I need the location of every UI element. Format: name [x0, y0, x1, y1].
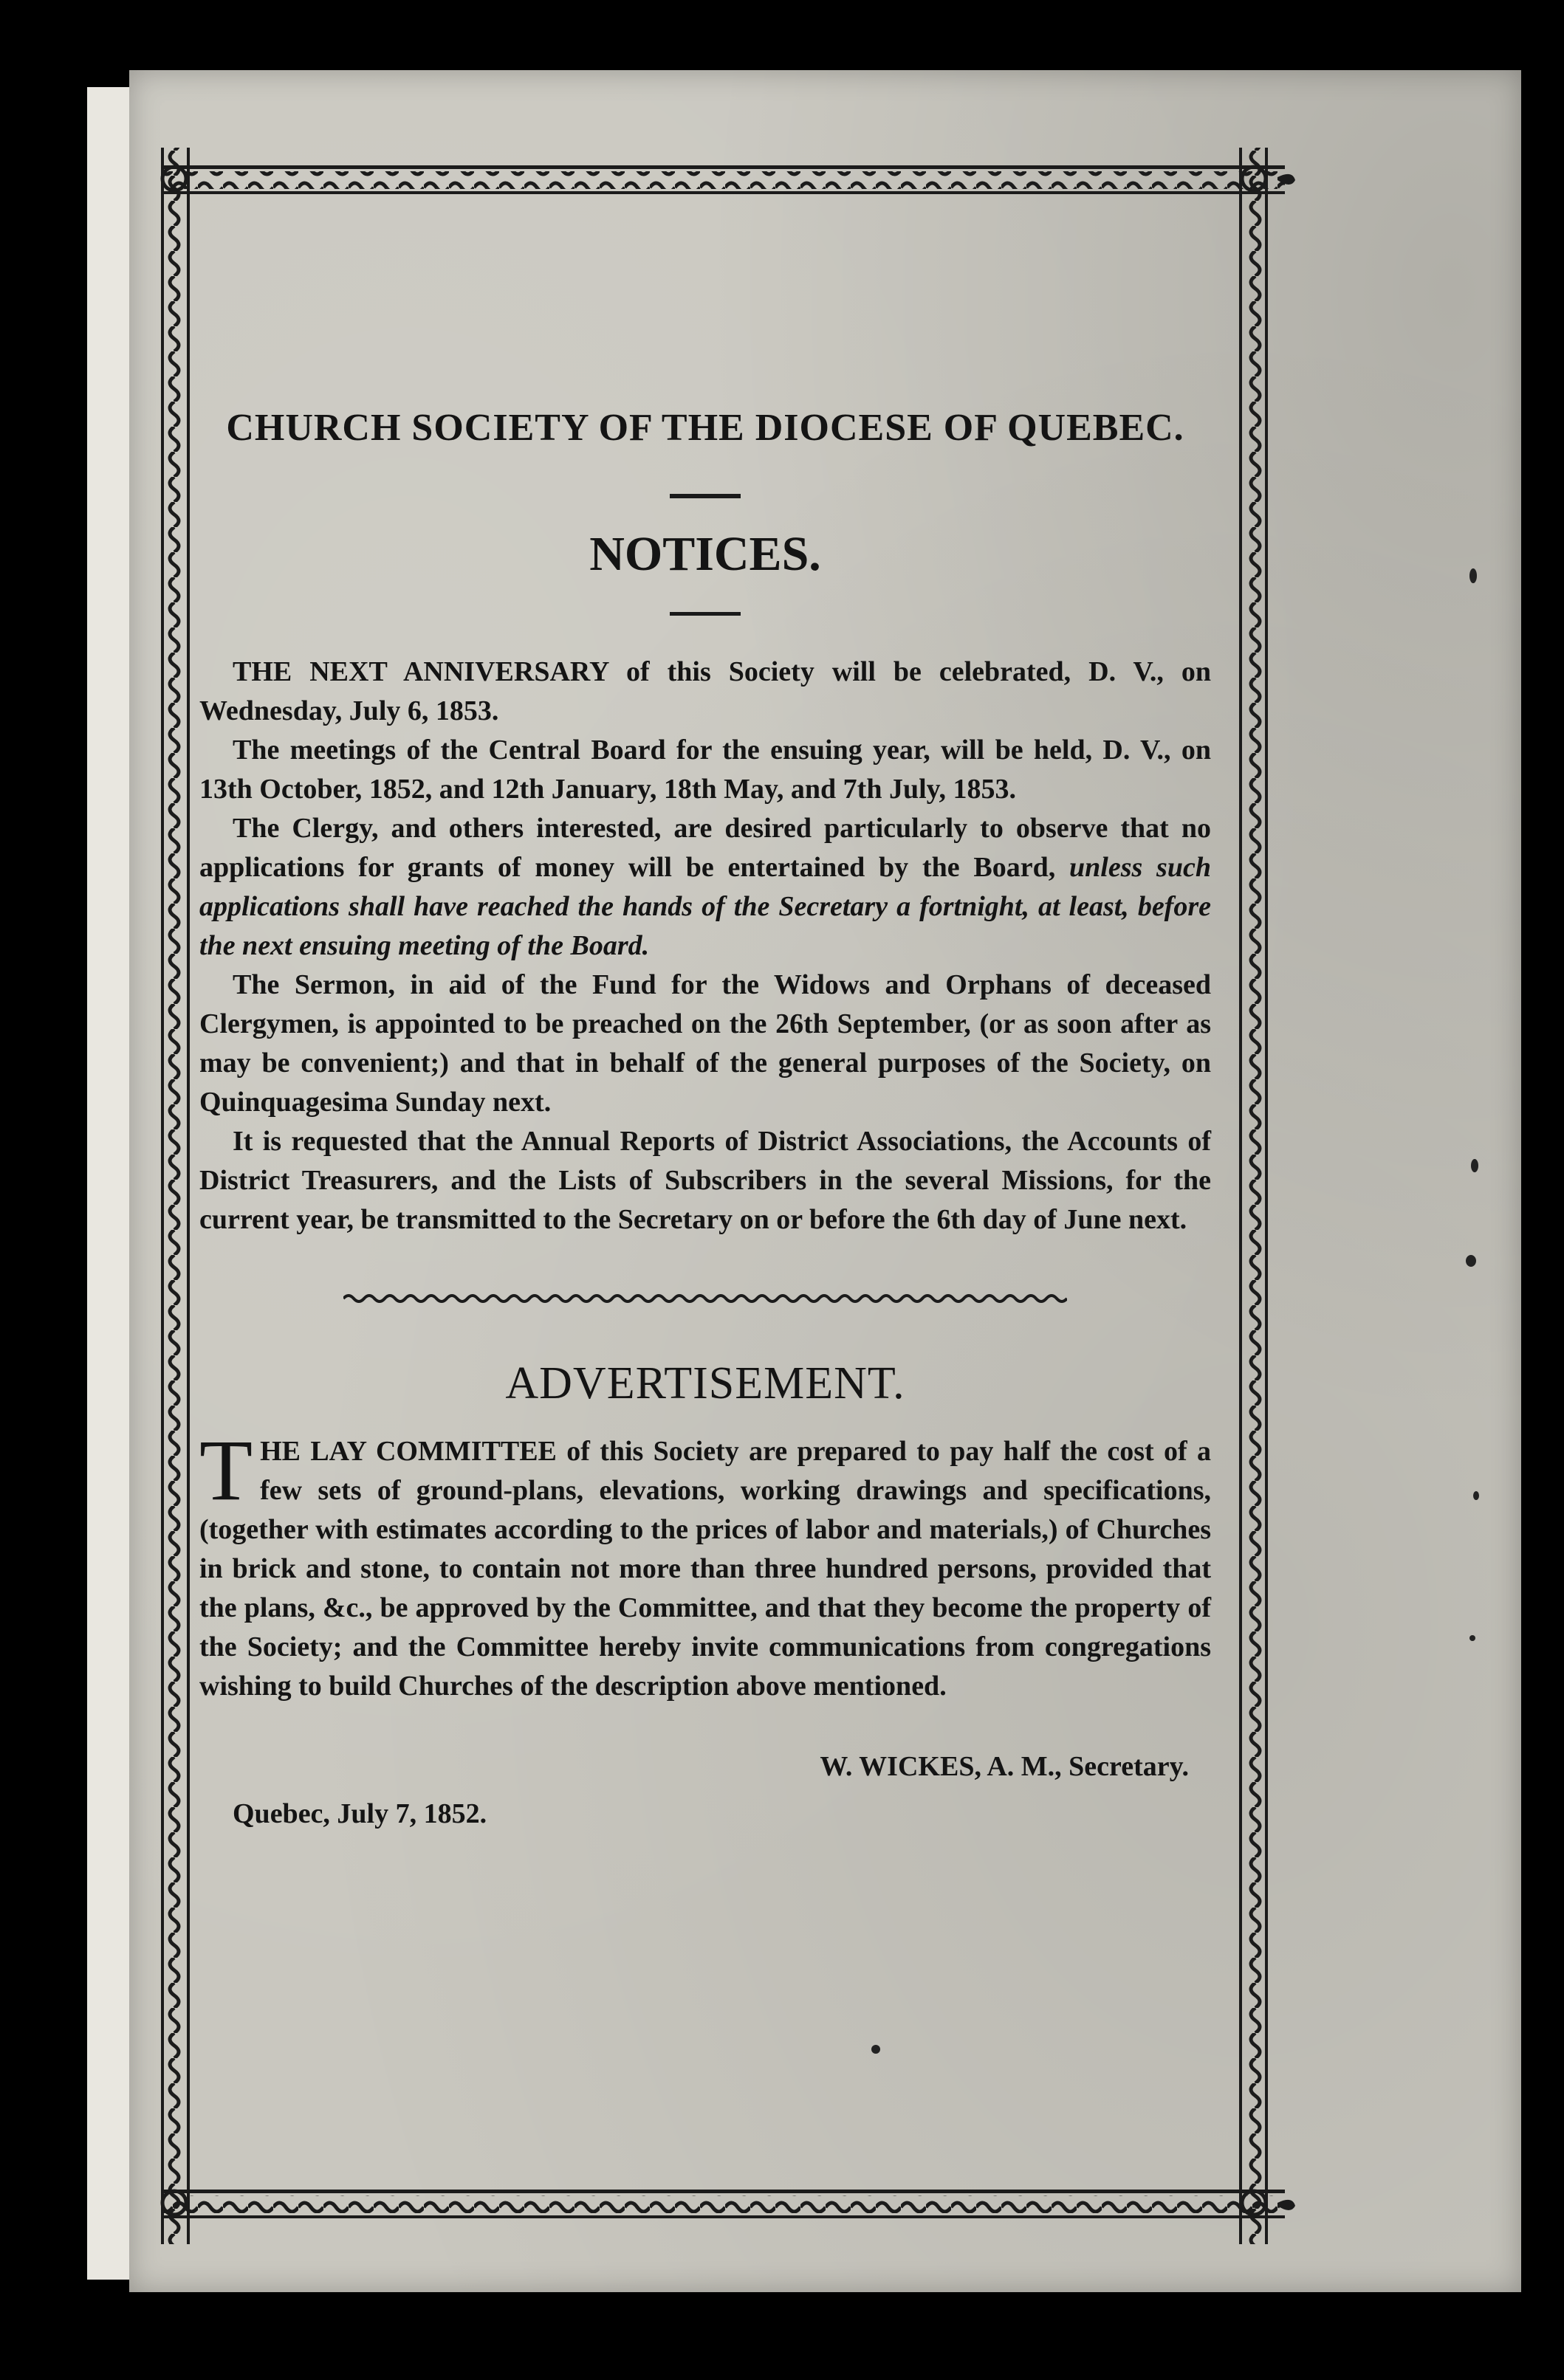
title-rule-top [670, 494, 741, 498]
document-content [199, 406, 1211, 1830]
notice-anniversary-rest: of this Society will be celebrated, D. V., on Wednesday, July 6, 1853. [199, 656, 1211, 726]
scan-speck [871, 2045, 880, 2054]
advertisement-body-text: HE LAY COMMITTEE of this Society are prepared to pay half the cost of a few sets of ground-plans, elevations, working drawings and specifications, (together with estimates according to the prices of labor and materials,) of Churches in brick and stone, to contain not more than three hundred persons, provided that the plans, &c., be approved by the Committee, and that they become the property of the Society; and the Committee hereby invite communications from congregations wishing to build Churches of the description above mentioned. [199, 1436, 1211, 1702]
advertisement-body [199, 1422, 1211, 1706]
notice-reports: It is requested that the Annual Reports of District Associations, the Accounts of District Treasurers, and the Lists of Subscribers in the several Missions, for the current year, be transmitted to the Secretary on or before the 6th day of June next. [199, 1126, 1211, 1235]
notice-anniversary [199, 653, 1211, 731]
notice-meetings: The meetings of the Central Board for the ensuing year, will be held, D. V., on 13th October, 1852, and 12th January, 18th May, and 7th July, 1853. [199, 735, 1211, 805]
notices-section [199, 653, 1211, 1239]
title-rule-bottom [670, 612, 741, 616]
notice-applications [199, 809, 1211, 966]
advertisement-heading: ADVERTISEMENT. [505, 1358, 905, 1409]
scan-speck [1466, 1255, 1476, 1267]
notices-heading: NOTICES. [589, 527, 821, 581]
secretary-signature: W. WICKES, A. M., Secretary. [820, 1751, 1189, 1782]
scan-speck [1469, 1635, 1475, 1641]
notice-applications-text: The Clergy, and others interested, are desired particularly to observe that no applications for grants of money will be entertained by the Board, [199, 813, 1211, 883]
society-title: CHURCH SOCIETY OF THE DIOCESE OF QUEBEC. [226, 407, 1184, 449]
notice-applications-italic: unless such applications shall have reached the hands of the Secretary a fortnight, at least, before the next ensuing meeting of the Board. [199, 852, 1211, 961]
scan-speck [1471, 1159, 1478, 1172]
dateline: Quebec, July 7, 1852. [233, 1798, 487, 1829]
scan-speck [1469, 568, 1477, 583]
scan-margin-strip [87, 87, 131, 2280]
notice-anniversary-lead: THE NEXT ANNIVERSARY [233, 656, 609, 687]
section-divider [343, 1291, 1067, 1306]
notice-sermon: The Sermon, in aid of the Fund for the Widows and Orphans of deceased Clergymen, is appointed to be preached on the 26th September, (or as soon after as may be convenient;) and that in behalf of the general purposes of the Society, on Quinquagesima Sunday next. [199, 969, 1211, 1118]
scan-speck [1473, 1491, 1479, 1500]
advertisement-dropcap: T [199, 1422, 253, 1519]
